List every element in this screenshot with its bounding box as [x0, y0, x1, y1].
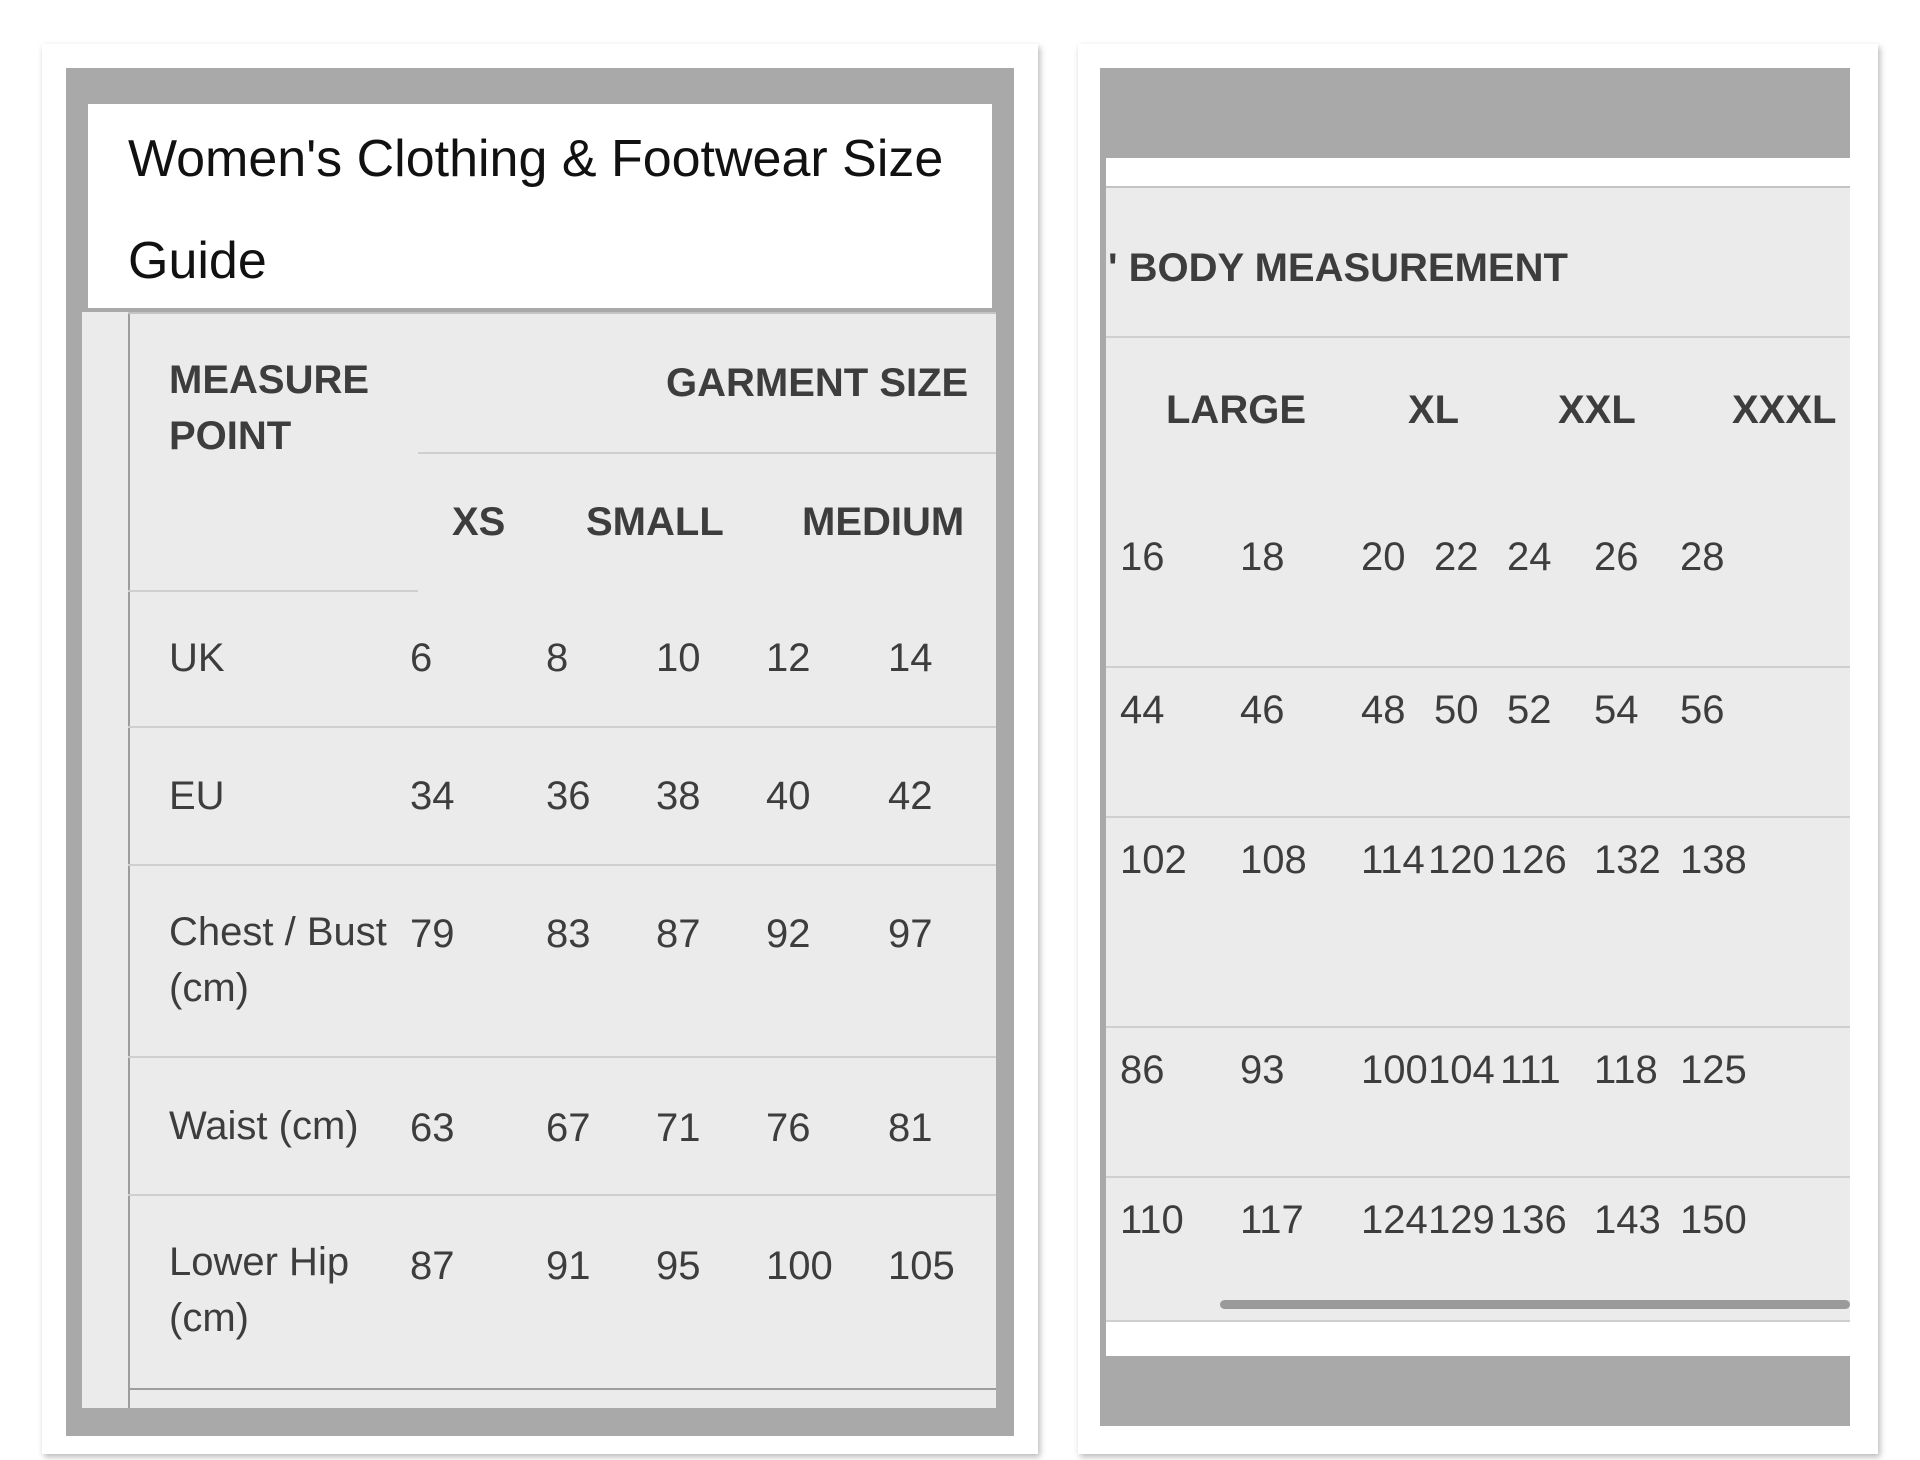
table-cell: 40: [766, 774, 811, 818]
size-header-medium: MEDIUM: [802, 500, 965, 544]
table-cell: 136: [1500, 1198, 1567, 1242]
size-header-xl: XL: [1408, 388, 1460, 432]
title-area: [88, 104, 992, 308]
table-cell: 104: [1428, 1048, 1495, 1092]
table-cell: 12: [766, 636, 811, 680]
table-cell: 125: [1680, 1048, 1747, 1092]
size-header-small: SMALL: [586, 500, 724, 544]
row-label-eu: EU: [169, 774, 225, 818]
table-cell: 8: [546, 636, 569, 680]
left-screenshot-card: [42, 44, 1038, 1454]
table-cell: 114: [1361, 838, 1425, 882]
table-cell: 83: [546, 912, 591, 956]
table-cell: 10: [656, 636, 701, 680]
table-cell: 110: [1120, 1198, 1184, 1242]
size-header-xs: XS: [452, 500, 506, 544]
table-cell: 111: [1500, 1048, 1561, 1092]
table-cell: 6: [410, 636, 433, 680]
size-header-xxl: XXL: [1558, 388, 1636, 432]
header-divider: [128, 590, 418, 592]
row-divider: [1106, 1176, 1850, 1178]
table-cell: 120: [1428, 838, 1495, 882]
table-cell: 129: [1428, 1198, 1495, 1242]
row-divider: [1106, 1026, 1850, 1028]
table-cell: 34: [410, 774, 455, 818]
table-cell: 63: [410, 1106, 455, 1150]
right-bottom-white-strip: [1106, 1320, 1850, 1356]
right-screenshot-card: [1078, 44, 1878, 1454]
table-cell: 100: [766, 1244, 833, 1288]
table-cell: 26: [1594, 535, 1639, 579]
table-cell: 44: [1120, 688, 1165, 732]
table-cell: 132: [1594, 838, 1661, 882]
table-cell: 16: [1120, 535, 1165, 579]
table-cell: 105: [888, 1244, 955, 1288]
table-cell: 24: [1507, 535, 1552, 579]
table-cell: 93: [1240, 1048, 1285, 1092]
table-cell: 126: [1500, 838, 1567, 882]
table-cell: 118: [1594, 1048, 1658, 1092]
table-top-border: [1106, 186, 1850, 188]
table-cell: 38: [656, 774, 701, 818]
table-cell: 87: [656, 912, 701, 956]
row-label-uk: UK: [169, 636, 225, 680]
table-cell: 22: [1434, 535, 1479, 579]
table-cell: 67: [546, 1106, 591, 1150]
body-measurement-table: [1106, 186, 1850, 1320]
table-cell: 117: [1240, 1198, 1304, 1242]
table-cell: 92: [766, 912, 811, 956]
right-screenshot-frame: [1100, 68, 1850, 1426]
row-label-chest-bust: Chest / Bust (cm): [169, 910, 387, 1010]
table-cell: 102: [1120, 838, 1187, 882]
table-bottom-border: [128, 1388, 996, 1390]
row-divider: [1106, 666, 1850, 668]
section-divider: [1106, 336, 1850, 338]
right-white-strip: [1106, 158, 1850, 188]
row-divider: [128, 726, 996, 728]
table-cell: 50: [1434, 688, 1479, 732]
row-divider: [128, 1056, 996, 1058]
garment-size-underline: [418, 452, 996, 454]
table-cell: 87: [410, 1244, 455, 1288]
horizontal-scrollbar[interactable]: [1220, 1300, 1850, 1309]
table-cell: 81: [888, 1106, 933, 1150]
table-cell: 76: [766, 1106, 811, 1150]
table-cell: 28: [1680, 535, 1725, 579]
table-cell: 138: [1680, 838, 1747, 882]
table-cell: 79: [410, 912, 455, 956]
table-cell: 48: [1361, 688, 1406, 732]
row-divider: [128, 864, 996, 866]
table-cell: 150: [1680, 1198, 1747, 1242]
row-label-waist: Waist (cm): [169, 1104, 359, 1148]
table-cell: 91: [546, 1244, 591, 1288]
table-top-border: [128, 312, 996, 314]
table-cell: 86: [1120, 1048, 1165, 1092]
table-cell: 108: [1240, 838, 1307, 882]
table-cell: 71: [656, 1106, 701, 1150]
table-cell: 42: [888, 774, 933, 818]
table-cell: 97: [888, 912, 933, 956]
table-cell: 14: [888, 636, 933, 680]
measure-point-header: MEASURE POINT: [169, 358, 370, 458]
body-measurement-header: ' BODY MEASUREMENT: [1108, 246, 1568, 290]
row-divider: [128, 1194, 996, 1196]
table-cell: 52: [1507, 688, 1552, 732]
page-title: Women's Clothing & Footwear Size Guide: [128, 130, 944, 290]
table-cell: 124: [1361, 1198, 1428, 1242]
table-cell: 46: [1240, 688, 1285, 732]
table-cell: 95: [656, 1244, 701, 1288]
table-cell: 56: [1680, 688, 1725, 732]
table-cell: 20: [1361, 535, 1406, 579]
row-label-lower-hip: Lower Hip (cm): [169, 1240, 350, 1340]
row-divider: [1106, 816, 1850, 818]
table-cell: 36: [546, 774, 591, 818]
size-header-xxxl: XXXL: [1732, 388, 1837, 432]
garment-size-header: GARMENT SIZE: [666, 361, 969, 405]
table-cell: 18: [1240, 535, 1285, 579]
table-cell: 100: [1361, 1048, 1428, 1092]
size-guide-table: [82, 312, 996, 1408]
table-cell: 143: [1594, 1198, 1661, 1242]
table-cell: 54: [1594, 688, 1639, 732]
table-left-border: [128, 312, 130, 1408]
left-screenshot-frame: [66, 68, 1014, 1436]
size-header-large: LARGE: [1166, 388, 1306, 432]
